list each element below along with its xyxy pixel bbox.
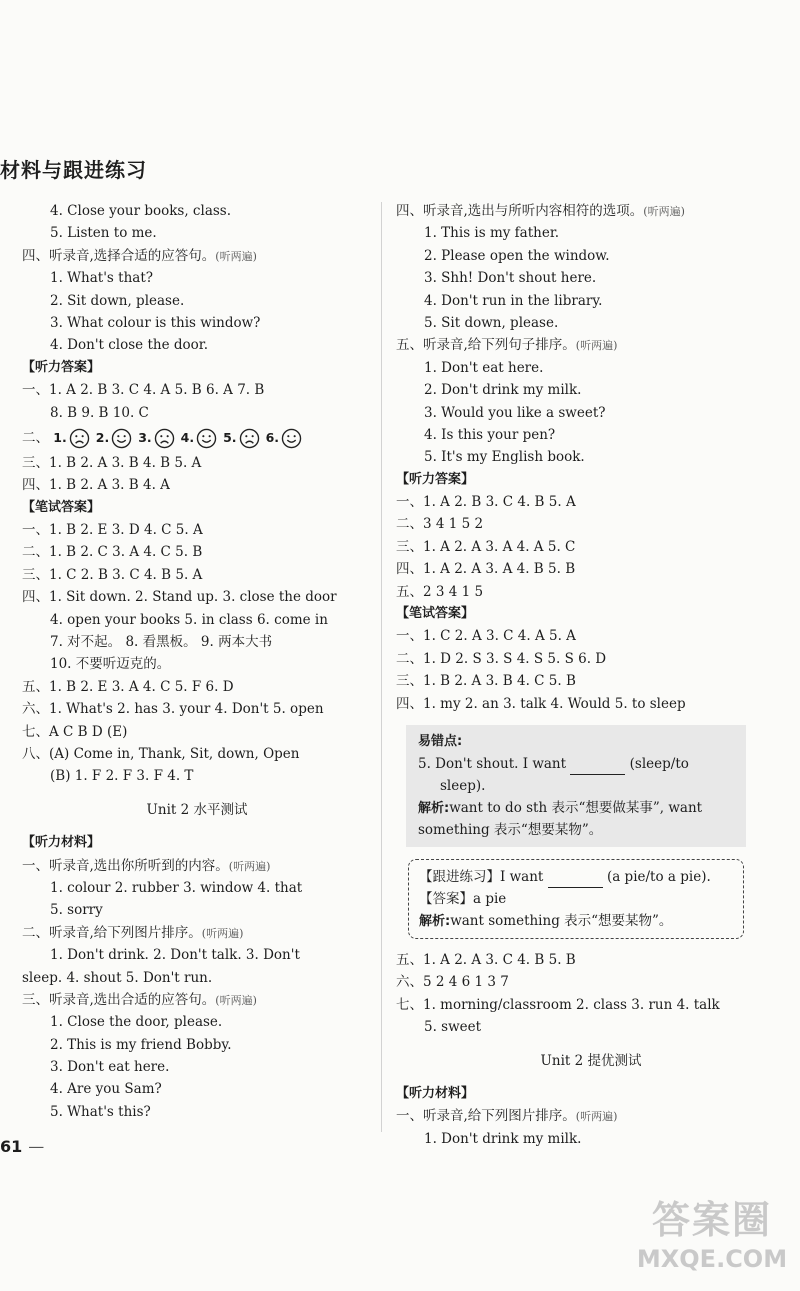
answer-line: 四、1. B 2. A 3. B 4. A [22,477,170,494]
list-item: 5. It's my English book. [424,449,585,466]
list-item: 5. What's this? [50,1103,151,1120]
list-item: 2. Please open the window. [424,247,610,264]
answer-line: 四、1. my 2. an 3. talk 4. Would 5. to sleep [396,695,686,712]
left-column [22,200,372,1123]
face-answer-number: 1. [53,429,67,445]
answer-line: 三、1. A 2. A 3. A 4. A 5. C [396,538,576,555]
page-title: 材料与跟进练习 [0,158,147,182]
face-answer-number: 3. [138,429,152,445]
list-item: 1. colour 2. rubber 3. window 4. that [50,879,303,896]
section-heading: 【听力答案】 [22,359,101,375]
answer-line: 4. open your books 5. in class 6. come in [50,611,328,628]
watermark-logo [624,1196,800,1288]
follow-up-box [408,859,744,939]
page-number: 61 [0,1137,23,1156]
face-answer-number: 5. [223,429,237,445]
answer-line: 5. sweet [424,1019,482,1036]
answer-line: 三、1. B 2. A 3. B 4. C 5. B [396,673,576,690]
list-item: 4. Is this your pen? [424,426,556,443]
answer-blank [570,760,625,775]
list-item: 4. Don't close the door. [50,337,209,354]
list-item: 3. Would you like a sweet? [424,404,606,421]
question-title: 一、听录音,选出你所听到的内容。(听两遍) [22,857,271,874]
answer-line: 八、(A) Come in, Thank, Sit, down, Open [22,745,300,762]
answer-line: 一、1. A 2. B 3. C 4. A 5. B 6. A 7. B [22,382,265,399]
list-item: 1. This is my father. [424,225,560,242]
list-item: 2. Sit down, please. [50,292,185,309]
smiley-face-icon [111,428,132,449]
face-answer-number: 2. [95,429,110,445]
answer-line: 四、1. Sit down. 2. Stand up. 3. close the door [22,589,337,606]
list-item: 5. Listen to me. [50,225,157,242]
unit-title: Unit 2 提优测试 [540,1052,642,1069]
watermark-bottom: MXQE.COM [636,1245,788,1273]
answer-line: 二、3 4 1 5 2 [396,516,484,533]
error-point-analysis: 解析:want to do sth 表示“想要做某事”, want [418,799,703,816]
question-title: 五、听录音,给下列句子排序。(听两遍) [396,337,618,354]
sad-face-icon [69,428,90,449]
page-footer [0,1137,44,1156]
watermark-top: 答案圈 [651,1198,772,1242]
error-point-analysis-cont: something 表示“想要某物”。 [418,821,603,838]
smiley-face-icon [196,428,217,449]
list-item: 5. Sit down, please. [424,314,559,331]
error-point-box [406,725,746,847]
section-heading: 【听力答案】 [396,471,475,487]
list-item: 4. Close your books, class. [50,203,232,219]
answer-line: 五、1. A 2. A 3. C 4. B 5. B [396,951,576,968]
follow-up-answer: 【答案】a pie [419,890,507,907]
section-heading: 【听力材料】 [22,835,101,851]
section-heading: 【笔试答案】 [396,606,475,622]
list-item: 1. What's that? [50,270,153,287]
list-item: 3. Shh! Don't shout here. [424,270,597,287]
footer-dash: — [28,1137,45,1156]
list-item: 2. This is my friend Bobby. [50,1036,232,1053]
list-item: 3. What colour is this window? [50,314,261,331]
face-answer-number: 4. [180,429,195,445]
face-answers: 二、 1. 2. 3. 4. 5. 6. [22,424,372,452]
error-point-question: 5. Don't shout. I want (sleep/to [418,753,736,775]
list-item: 1. Close the door, please. [50,1014,223,1031]
answer-line: 五、1. B 2. E 3. A 4. C 5. F 6. D [22,678,234,695]
column-divider [381,202,382,1132]
answer-line: 七、1. morning/classroom 2. class 3. run 4. talk [396,996,720,1013]
question-title: 一、听录音,给下列图片排序。(听两遍) [396,1108,618,1125]
smiley-face-icon [281,428,302,449]
answer-line: (B) 1. F 2. F 3. F 4. T [50,768,194,785]
answer-line: 五、2 3 4 1 5 [396,583,484,600]
answer-line: 三、1. B 2. A 3. B 4. B 5. A [22,454,202,471]
answer-line: 六、1. What's 2. has 3. your 4. Don't 5. open [22,701,324,718]
section-heading: 【听力材料】 [396,1085,475,1101]
list-item: 3. Don't eat here. [50,1059,170,1076]
sad-face-icon [154,428,175,449]
answer-line: 一、1. B 2. E 3. D 4. C 5. A [22,522,203,539]
answer-line: 7. 对不起。 8. 看黑板。 9. 两本大书 [50,634,273,651]
follow-up-question: 【跟进练习】I want (a pie/to a pie). [419,866,733,888]
answer-line: 七、A C B D (E) [22,723,128,740]
answer-line: 一、1. C 2. A 3. C 4. A 5. A [396,628,576,645]
question-title: 三、听录音,选出合适的应答句。(听两遍) [22,991,257,1008]
answer-line: 一、1. A 2. B 3. C 4. B 5. A [396,494,576,511]
section-heading: 【笔试答案】 [22,499,101,515]
question-title: 四、听录音,选出与所听内容相符的选项。(听两遍) [396,203,685,219]
list-item: 1. Don't drink. 2. Don't talk. 3. Don't [50,947,300,964]
question-title: 二、听录音,给下列图片排序。(听两遍) [22,924,244,941]
error-point-question-cont: sleep). [440,777,486,794]
list-item: sleep. 4. shout 5. Don't run. [22,969,213,986]
answer-line: 三、1. C 2. B 3. C 4. B 5. A [22,566,203,583]
list-item: 1. Don't eat here. [424,359,544,376]
error-point-title: 易错点: [418,733,463,749]
answer-line: 二、1. D 2. S 3. S 4. S 5. S 6. D [396,650,607,667]
answer-line: 10. 不要听迈克的。 [50,656,171,673]
list-item: 4. Are you Sam? [50,1081,162,1098]
list-item: 2. Don't drink my milk. [424,382,582,399]
face-answer-number: 6. [265,429,280,445]
question-title: 四、听录音,选择合适的应答句。(听两遍) [22,247,257,264]
list-item: 1. Don't drink my milk. [424,1130,582,1147]
answer-blank [548,873,603,888]
answer-line: 四、1. A 2. A 3. A 4. B 5. B [396,561,576,578]
unit-title: Unit 2 水平测试 [146,801,248,818]
follow-up-analysis: 解析:want something 表示“想要某物”。 [419,912,673,929]
list-item: 4. Don't run in the library. [424,292,603,309]
sad-face-icon [239,428,260,449]
answer-line: 8. B 9. B 10. C [50,404,149,421]
list-item: 5. sorry [50,902,103,919]
right-column [396,200,786,1150]
answer-line: 二、1. B 2. C 3. A 4. C 5. B [22,544,203,561]
answer-line: 六、5 2 4 6 1 3 7 [396,974,509,991]
